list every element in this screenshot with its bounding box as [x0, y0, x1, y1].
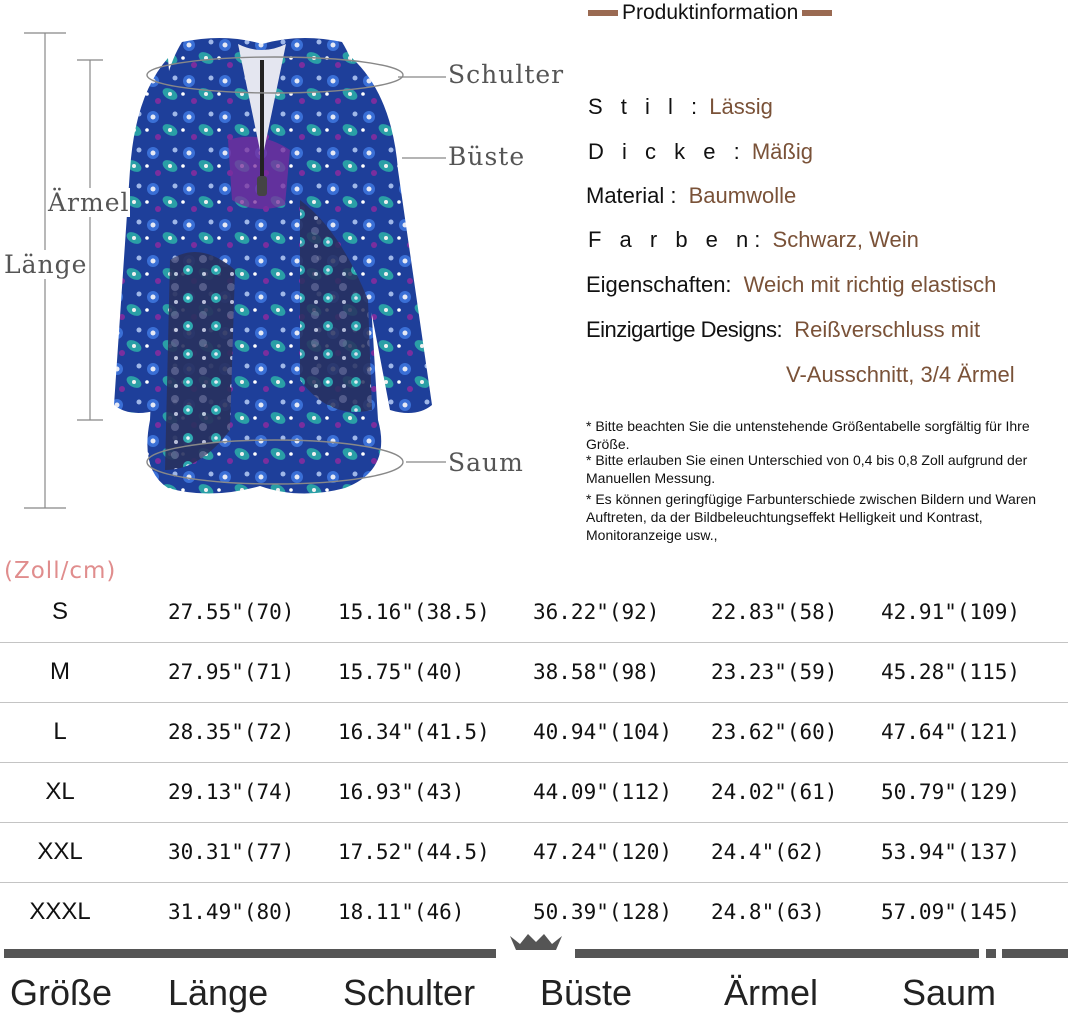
header-bar-right: [575, 949, 979, 958]
measure-cell: 42.91"(109): [881, 600, 1021, 624]
product-info-title-text: Produktinformation: [622, 1, 799, 24]
size-cell: XXL: [37, 838, 83, 865]
info-key: S t i l :: [588, 94, 704, 119]
measure-cell: 47.24"(120): [533, 840, 673, 864]
info-value-cont: V-Ausschnitt, 3/4 Ärmel: [786, 362, 1015, 387]
info-key: Einzigartige Designs:: [586, 317, 783, 342]
measure-cell: 40.94"(104): [533, 720, 673, 744]
header-buste: Büste: [540, 972, 633, 1013]
info-key: F a r b e n:: [588, 227, 767, 252]
size-row: [0, 583, 1068, 643]
size-cell: M: [50, 658, 70, 685]
size-cell: S: [51, 598, 68, 625]
info-row-designs-cont: [786, 362, 1015, 388]
header-schulter: Schulter: [343, 972, 476, 1013]
measure-cell: 17.52"(44.5): [338, 840, 490, 864]
header-groesse: Größe: [10, 972, 113, 1013]
measure-cell: 24.4"(62): [711, 840, 825, 864]
size-row: [0, 763, 1068, 823]
header-bar-end: [1002, 949, 1068, 958]
header-armel: Ärmel: [724, 972, 819, 1013]
title-bar-right: [802, 10, 832, 16]
note-color: * Es können geringfügige Farbunterschiede zwischen Bildern und Waren Auftreten, da der Bildbeleuchtungseffekt Helligkeit und Kontrast, Monitoranzeige usw.,: [586, 491, 1037, 543]
info-value: Baumwolle: [688, 183, 797, 208]
header-bar-left: [4, 949, 496, 958]
measure-cell: 31.49"(80): [168, 900, 295, 924]
info-row-stil: [588, 94, 773, 120]
measure-cell: 18.11"(46): [338, 900, 465, 924]
size-cell: XL: [45, 778, 75, 805]
measure-cell: 23.23"(59): [711, 660, 838, 684]
measure-cell: 16.34"(41.5): [338, 720, 490, 744]
size-cell: L: [53, 718, 67, 745]
size-row: [0, 823, 1068, 883]
label-buste: Büste: [448, 142, 526, 171]
unit-label: (Zoll/cm): [4, 558, 117, 584]
info-key: Eigenschaften:: [586, 272, 732, 297]
note-measurement: * Bitte erlauben Sie einen Unterschied von 0,4 bis 0,8 Zoll aufgrund der Manuellen Messung.: [586, 452, 1028, 486]
measure-cell: 50.79"(129): [881, 780, 1021, 804]
measure-cell: 15.16"(38.5): [338, 600, 490, 624]
measure-cell: 27.95"(71): [168, 660, 295, 684]
measure-cell: 57.09"(145): [881, 900, 1021, 924]
measure-cell: 53.94"(137): [881, 840, 1021, 864]
info-value: Schwarz, Wein: [772, 227, 919, 252]
measure-cell: 44.09"(112): [533, 780, 673, 804]
label-armel: Ärmel: [48, 188, 130, 217]
header-laenge: Länge: [168, 972, 269, 1013]
info-row-designs: [586, 317, 980, 343]
info-row-dicke: [588, 139, 813, 165]
measure-cell: 30.31"(77): [168, 840, 295, 864]
measure-cell: 23.62"(60): [711, 720, 838, 744]
info-value: Lässig: [709, 94, 773, 119]
info-value: Mäßig: [751, 139, 813, 164]
note-size-chart: * Bitte beachten Sie die untenstehende Größentabelle sorgfältig für Ihre Größe.: [586, 418, 1030, 452]
info-value: Reißverschluss mit: [794, 317, 981, 342]
measure-cell: 24.02"(61): [711, 780, 838, 804]
measure-cell: 24.8"(63): [711, 900, 825, 924]
info-row-material: [586, 183, 796, 209]
measure-cell: 50.39"(128): [533, 900, 673, 924]
measure-cell: 45.28"(115): [881, 660, 1021, 684]
measure-cell: 29.13"(74): [168, 780, 295, 804]
info-key: Material :: [586, 183, 677, 208]
size-cell: XXXL: [29, 898, 91, 925]
label-saum: Saum: [448, 448, 524, 477]
info-row-eigenschaften: [586, 272, 996, 298]
measure-cell: 28.35"(72): [168, 720, 295, 744]
measure-cell: 38.58"(98): [533, 660, 660, 684]
label-schulter: Schulter: [448, 60, 565, 89]
measure-cell: 16.93"(43): [338, 780, 465, 804]
measure-cell: 27.55"(70): [168, 600, 295, 624]
header-saum: Saum: [902, 972, 997, 1013]
measure-cell: 15.75"(40): [338, 660, 465, 684]
crown-icon: [508, 930, 564, 952]
header-bar-dot: [986, 949, 996, 958]
info-value: Weich mit richtig elastisch: [743, 272, 997, 297]
info-row-farben: [588, 227, 919, 253]
title-bar-left: [588, 10, 618, 16]
product-info-title: [588, 0, 853, 26]
size-row: [0, 703, 1068, 763]
label-lange: Länge: [4, 250, 88, 279]
size-row: [0, 643, 1068, 703]
measure-cell: 47.64"(121): [881, 720, 1021, 744]
info-key: D i c k e :: [588, 139, 746, 164]
measure-cell: 22.83"(58): [711, 600, 838, 624]
measure-cell: 36.22"(92): [533, 600, 660, 624]
